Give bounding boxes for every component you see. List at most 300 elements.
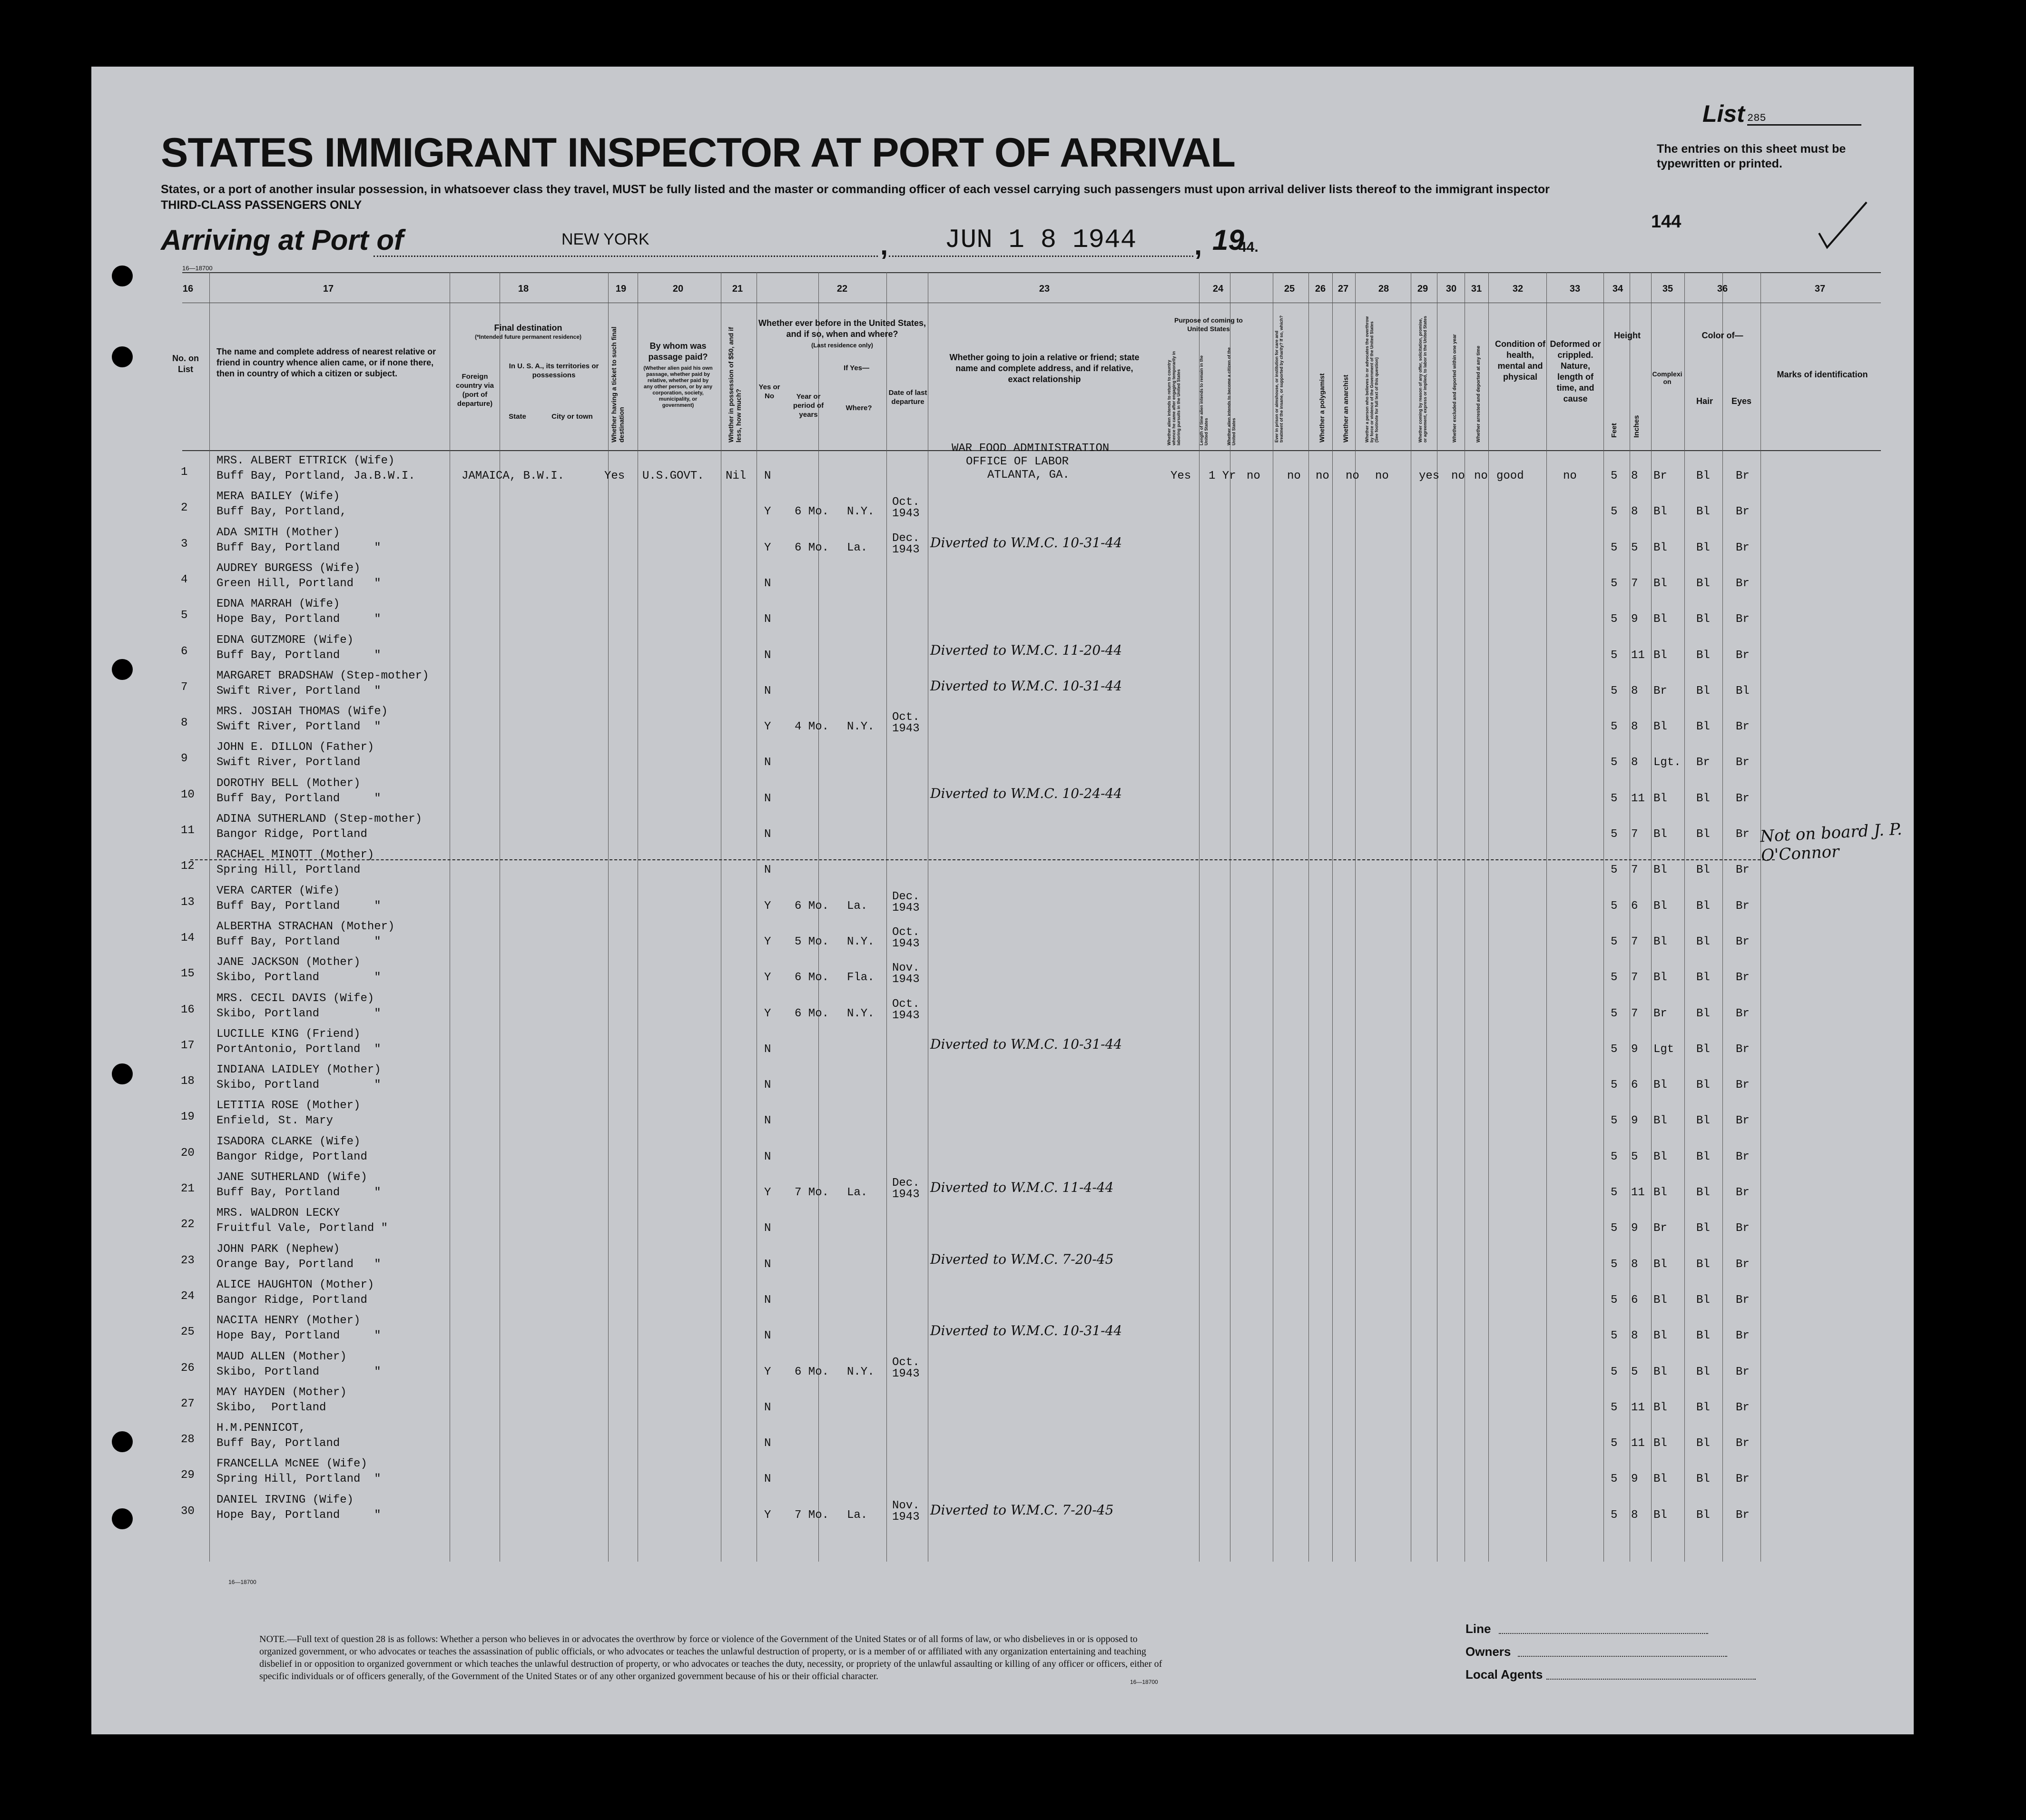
before-in-us: N: [764, 1258, 771, 1271]
relative-name: MRS. WALDRON LECKY: [216, 1207, 340, 1220]
handwritten-note: Diverted to W.M.C. 7-20-45: [930, 1251, 1114, 1267]
table-row: [181, 1171, 1894, 1207]
relative-address: Bangor Ridge, Portland: [216, 828, 367, 841]
hair-color: Bl: [1696, 684, 1710, 698]
header-before-in-us: [757, 318, 928, 351]
height-inches: 7: [1631, 577, 1638, 590]
relative-name: MARGARET BRADSHAW (Step-mother): [216, 669, 429, 682]
table-row: [181, 777, 1894, 813]
row-number: 15: [181, 967, 195, 981]
height-feet: 5: [1611, 1043, 1618, 1056]
complexion: Br: [1653, 1222, 1667, 1235]
header-inches: Inches: [1633, 415, 1641, 438]
row-11-strikethrough: [190, 859, 1775, 860]
height-feet: 5: [1611, 1079, 1618, 1092]
height-inches: 7: [1631, 971, 1638, 984]
eye-color: Br: [1736, 1222, 1750, 1235]
hair-color: Bl: [1696, 720, 1710, 734]
prison: no: [1287, 470, 1301, 482]
relative-address: PortAntonio, Portland ": [216, 1043, 381, 1056]
header-state: State: [509, 413, 526, 421]
eye-color: Br: [1736, 505, 1750, 519]
eye-color: Br: [1736, 792, 1750, 805]
relative-address: Bangor Ridge, Portland: [216, 1150, 367, 1163]
before-in-us: N: [764, 828, 771, 841]
relative-name: H.M.PENNICOT,: [216, 1422, 306, 1435]
relative-name: MRS. CECIL DAVIS (Wife): [216, 992, 374, 1005]
height-inches: 11: [1631, 1401, 1645, 1414]
row-number: 28: [181, 1433, 195, 1446]
before-in-us: N: [764, 1401, 771, 1414]
eye-color: Br: [1736, 577, 1750, 590]
row-number: 12: [181, 860, 195, 873]
height-feet: 5: [1611, 1473, 1618, 1486]
height-feet: 5: [1611, 1222, 1618, 1235]
table-row: [181, 1386, 1894, 1422]
height-feet: 5: [1611, 470, 1618, 482]
table-row: [181, 1135, 1894, 1171]
local-agents-label: Local Agents: [1465, 1667, 1543, 1682]
departure-year: 1943: [892, 1009, 920, 1022]
ticket: Yes: [604, 470, 625, 482]
eye-color: Br: [1736, 756, 1750, 769]
eye-color: Br: [1736, 613, 1750, 626]
typewrite-note: The entries on this sheet must be typewritten or printed.: [1657, 142, 1846, 170]
complexion: Bl: [1653, 899, 1667, 913]
before-in-us-label: Whether ever before in the United States, and if so, when and where?: [758, 318, 926, 339]
height-feet: 5: [1611, 864, 1618, 877]
handwritten-note: Diverted to W.M.C. 10-31-44: [930, 1323, 1122, 1339]
relative-name: JANE JACKSON (Mother): [216, 956, 361, 969]
header-become-citizen: Whether alien intends to become a citizen of the United States: [1227, 347, 1236, 445]
period-of-stay: 6 Mo.: [795, 1365, 829, 1378]
hair-color: Bl: [1696, 1079, 1710, 1092]
height-feet: 5: [1611, 1329, 1618, 1343]
table-row: [181, 490, 1894, 526]
height-inches: 8: [1631, 1258, 1638, 1271]
height-inches: 8: [1631, 684, 1638, 698]
header-excluded: Whether excluded and deported within one year: [1452, 334, 1457, 443]
column-number: 34: [1612, 284, 1623, 294]
eye-color: Br: [1736, 1258, 1750, 1271]
where: N.Y.: [847, 1365, 875, 1378]
height-inches: 5: [1631, 541, 1638, 554]
eye-color: Br: [1736, 1293, 1750, 1307]
column-number: 24: [1212, 284, 1224, 294]
column-number: 22: [836, 284, 848, 294]
before-in-us: Y: [764, 1508, 771, 1522]
relative-name: JOHN E. DILLON (Father): [216, 741, 374, 754]
hair-color: Bl: [1696, 649, 1710, 662]
owners-label: Owners: [1465, 1644, 1511, 1659]
row-11-annotation: Not on board J. P. O'Connor: [1760, 819, 1903, 866]
header-question-28: Whether a person who believes in or advocates the overthrow by force or violence of the Government of the United States (See footnote for full text of this question): [1365, 316, 1379, 443]
relative-name: MAY HAYDEN (Mother): [216, 1386, 347, 1399]
table-row: [181, 1243, 1894, 1279]
table-row: [181, 1063, 1894, 1100]
column-number: 17: [323, 284, 334, 294]
relative-name: ISADORA CLARKE (Wife): [216, 1135, 361, 1148]
hair-color: Bl: [1696, 899, 1710, 913]
table-row: [181, 1350, 1894, 1387]
punch-hole: [112, 346, 133, 367]
before-in-us: N: [764, 1150, 771, 1163]
relative-address: Skibo, Portland ": [216, 1365, 381, 1378]
deported: no: [1474, 470, 1488, 482]
column-number: 18: [518, 284, 529, 294]
relative-address: Buff Bay, Portland ": [216, 649, 381, 662]
departure-year: 1943: [892, 507, 920, 521]
relative-name: VERA CARTER (Wife): [216, 884, 340, 897]
handwritten-note: Diverted to W.M.C. 10-31-44: [930, 678, 1122, 694]
relative-address: Swift River, Portland: [216, 756, 361, 769]
column-number: 16: [182, 284, 194, 294]
relative-address: Hope Bay, Portland ": [216, 1508, 381, 1522]
punch-hole: [112, 266, 133, 286]
column-number: 20: [672, 284, 684, 294]
table-row: [181, 598, 1894, 634]
header-deported: Whether arrested and deported at any time: [1476, 345, 1481, 443]
height-inches: 8: [1631, 1329, 1638, 1343]
relative-name: MERA BAILEY (Wife): [216, 490, 340, 503]
period-of-stay: 6 Mo.: [795, 541, 829, 554]
line-label: Line: [1465, 1622, 1491, 1636]
relative-name: EDNA GUTZMORE (Wife): [216, 633, 354, 647]
table-row: [181, 669, 1894, 706]
relative-name: FRANCELLA McNEE (Wife): [216, 1457, 367, 1471]
punch-hole: [112, 1508, 133, 1529]
complexion: Br: [1653, 1007, 1667, 1020]
join-line-1: WAR FOOD ADMINISTRATION: [952, 442, 1110, 455]
eye-color: Br: [1736, 935, 1750, 948]
complexion: Bl: [1653, 935, 1667, 948]
column-number: 31: [1471, 284, 1482, 294]
header-prison: Ever in prison or almshouse, or institution for care and treatment of the insane, or supported by charity? If so, which?: [1274, 315, 1284, 443]
relative-address: Orange Bay, Portland ": [216, 1258, 381, 1271]
passage-paid-note: (Whether alien paid his own passage, whether paid by relative, whether paid by any other person, or by any corporation, society, municipality, or government): [643, 365, 713, 408]
question-28: no: [1375, 470, 1389, 482]
complexion: Bl: [1653, 1437, 1667, 1450]
header-intends-return: Whether alien intends to return to country whence he came after engaging temporarily in laboring pursuits in the United States: [1167, 351, 1181, 445]
money-in-possession: Nil: [726, 470, 747, 482]
row-number: 29: [181, 1469, 195, 1482]
header-hair: Hair: [1696, 396, 1713, 406]
hair-color: Bl: [1696, 1114, 1710, 1128]
departure-month: Dec.: [892, 890, 920, 903]
height-inches: 7: [1631, 864, 1638, 877]
complexion: Bl: [1653, 613, 1667, 626]
where: Fla.: [847, 971, 875, 984]
relative-name: EDNA MARRAH (Wife): [216, 598, 340, 611]
row-number: 10: [181, 788, 195, 801]
row-number: 14: [181, 931, 195, 944]
before-in-us: N: [764, 756, 771, 769]
height-feet: 5: [1611, 1293, 1618, 1307]
hair-color: Bl: [1696, 577, 1710, 590]
row-number: 30: [181, 1505, 195, 1518]
period-of-stay: 6 Mo.: [795, 505, 829, 519]
relative-address: Hope Bay, Portland ": [216, 613, 381, 626]
height-inches: 9: [1631, 1043, 1638, 1056]
table-row: [181, 813, 1894, 849]
year-suffix: 44.: [1239, 239, 1259, 255]
header-ticket: Whether having a ticket to such final destination: [610, 326, 625, 443]
relative-address: Buff Bay, Portland,: [216, 505, 347, 519]
height-feet: 5: [1611, 541, 1618, 554]
instruction-text: States, or a port of another insular possession, in whatsoever class they travel, MUST be fully listed and the master or commanding officer of each vessel carrying such passengers must upon arrival deliver lists thereof to the immigrant inspector: [161, 183, 1550, 196]
row-number: 13: [181, 895, 195, 909]
relative-address: Spring Hill, Portland ": [216, 1473, 381, 1486]
height-inches: 7: [1631, 828, 1638, 841]
eye-color: Br: [1736, 1365, 1750, 1378]
hair-color: Bl: [1696, 935, 1710, 948]
relative-name: MAUD ALLEN (Mother): [216, 1350, 347, 1363]
before-in-us: Y: [764, 1365, 771, 1378]
before-in-us: N: [764, 792, 771, 805]
header-passage-paid: [642, 341, 714, 409]
complexion: Bl: [1653, 1186, 1667, 1199]
row-number: 6: [181, 645, 188, 658]
list-number: 285: [1747, 112, 1861, 126]
foreign-country: JAMAICA, B.W.I.: [462, 470, 565, 482]
period-of-stay: 4 Mo.: [795, 720, 829, 734]
relative-address: Skibo, Portland ": [216, 1079, 381, 1092]
height-feet: 5: [1611, 1150, 1618, 1163]
relative-address: Buff Bay, Portland ": [216, 899, 381, 913]
relative-name: JANE SUTHERLAND (Wife): [216, 1171, 367, 1184]
eye-color: Br: [1736, 1007, 1750, 1020]
eye-color: Br: [1736, 828, 1750, 841]
become-citizen: no: [1247, 470, 1260, 482]
before-in-us: N: [764, 1222, 771, 1235]
eye-color: Br: [1736, 1437, 1750, 1450]
complexion: Bl: [1653, 864, 1667, 877]
hair-color: Bl: [1696, 1186, 1710, 1199]
height-feet: 5: [1611, 899, 1618, 913]
relative-name: AUDREY BURGESS (Wife): [216, 561, 361, 575]
header-deformed: Deformed or crippled. Nature, length of time, and cause: [1550, 339, 1601, 403]
purpose: Yes: [1170, 470, 1191, 482]
anarchist: no: [1346, 470, 1359, 482]
header-length-of-stay: Length of time alien intends to remain in the United States: [1199, 355, 1209, 445]
hair-color: Bl: [1696, 505, 1710, 519]
question-28-note: NOTE.—Full text of question 28 is as follows: Whether a person who believes in or advocates the overthrow by force or violence of the Government of the United States or of all forms of law, or who disbelieves in or is opposed to organized government, or who advocates or teaches the assassination of public officials, or who advocates or teaches the unlawful destruction of property, or is a member of or affiliated with any organization entertaining and teaching disbelief in or opposition to organized government or which teaches the unlawful destruction of property, or who advocates or teaches the duty, necessity, or propriety of the unlawful assaulting or killing of any officer or officers, either of specific individuals or of officers generally, of the Government of the United States or of any other organized government because of his or their official character.: [259, 1634, 1162, 1682]
column-number: 28: [1378, 284, 1389, 294]
complexion: Lgt: [1653, 1043, 1674, 1056]
before-in-us: N: [764, 1329, 771, 1343]
table-row: [181, 992, 1894, 1028]
row-number: 2: [181, 502, 188, 515]
labor-offer: yes: [1419, 470, 1440, 482]
departure-month: Oct.: [892, 997, 920, 1011]
complexion: Bl: [1653, 1508, 1667, 1522]
before-in-us: N: [764, 864, 771, 877]
relative-name: MRS. ALBERT ETTRICK (Wife): [216, 454, 395, 467]
where: N.Y.: [847, 935, 875, 948]
hair-color: Bl: [1696, 1258, 1710, 1271]
table-row: [181, 848, 1894, 885]
departure-year: 1943: [892, 1188, 920, 1201]
hair-color: Bl: [1696, 1007, 1710, 1020]
table-row: [181, 562, 1894, 598]
punch-hole: [112, 659, 133, 680]
height-feet: 5: [1611, 1365, 1618, 1378]
row-number: 8: [181, 717, 188, 730]
height-feet: 5: [1611, 828, 1618, 841]
height-feet: 5: [1611, 1401, 1618, 1414]
where: La.: [847, 899, 868, 913]
header-labor-offer: Whether coming by reason of any offer, solicitation, promise, or agreement, express or implied, to labor in the United States: [1418, 315, 1427, 443]
eye-color: Br: [1736, 1473, 1750, 1486]
passage-paid-label: By whom was passage paid?: [648, 341, 708, 362]
header-eyes: Eyes: [1731, 396, 1752, 406]
period-of-stay: 6 Mo.: [795, 1007, 829, 1020]
row-number: 19: [181, 1111, 195, 1124]
eye-color: Br: [1736, 1114, 1750, 1128]
eye-color: Br: [1736, 649, 1750, 662]
departure-year: 1943: [892, 937, 920, 950]
relative-address: Enfield, St. Mary: [216, 1114, 333, 1128]
deformed: no: [1563, 470, 1577, 482]
year-label: 19: [1212, 224, 1244, 256]
departure-month: Oct.: [892, 1356, 920, 1369]
where: N.Y.: [847, 720, 875, 734]
complexion: Br: [1653, 470, 1667, 482]
form-code: 16—18700: [182, 265, 213, 272]
relative-name: ADA SMITH (Mother): [216, 526, 340, 539]
where: N.Y.: [847, 505, 875, 519]
column-number: 26: [1315, 284, 1326, 294]
header-height: Height: [1614, 331, 1641, 340]
hair-color: Bl: [1696, 1222, 1710, 1235]
table-row: [181, 526, 1894, 562]
before-in-us: Y: [764, 720, 771, 734]
column-number: 35: [1662, 284, 1673, 294]
header-departure-date: Date of last departure: [888, 389, 927, 406]
row-number: 9: [181, 752, 188, 766]
period-of-stay: 7 Mo.: [795, 1186, 829, 1199]
relative-name: ALICE HAUGHTON (Mother): [216, 1278, 374, 1291]
header-fifty-dollars: Whether in possession of $50, and if less, how much?: [727, 327, 742, 443]
height-feet: 5: [1611, 1508, 1618, 1522]
relative-address: Buff Bay, Portland ": [216, 1186, 381, 1199]
row-number: 27: [181, 1397, 195, 1410]
column-number: 33: [1569, 284, 1581, 294]
before-in-us: Y: [764, 899, 771, 913]
departure-month: Oct.: [892, 496, 920, 509]
hair-color: Bl: [1696, 1508, 1710, 1522]
complexion: Bl: [1653, 1473, 1667, 1486]
relative-address: Skibo, Portland ": [216, 1007, 381, 1020]
height-feet: 5: [1611, 756, 1618, 769]
height-feet: 5: [1611, 613, 1618, 626]
hair-color: Bl: [1696, 864, 1710, 877]
complexion: Bl: [1653, 1329, 1667, 1343]
header-period: Year or period of years: [793, 393, 824, 419]
arrival-date-stamp: JUN 1 8 1944: [944, 225, 1137, 255]
final-destination-label: Final destination: [494, 323, 562, 333]
table-row: [181, 741, 1894, 777]
port-line: [374, 256, 878, 257]
relative-address: Buff Bay, Portland ": [216, 792, 381, 805]
before-in-us: Y: [764, 1186, 771, 1199]
table-row: [181, 1494, 1894, 1530]
complexion: Bl: [1653, 792, 1667, 805]
relative-address: Skibo, Portland ": [216, 971, 381, 984]
column-number: 32: [1512, 284, 1524, 294]
height-feet: 5: [1611, 1007, 1618, 1020]
departure-month: Oct.: [892, 711, 920, 724]
eye-color: Br: [1736, 864, 1750, 877]
departure-month: Dec.: [892, 531, 920, 545]
row-number: 16: [181, 1003, 195, 1016]
period-of-stay: 5 Mo.: [795, 935, 829, 948]
header-if-yes: If Yes—: [844, 364, 869, 372]
relative-name: MRS. JOSIAH THOMAS (Wife): [216, 705, 388, 718]
eye-color: Br: [1736, 1401, 1750, 1414]
height-inches: 5: [1631, 1150, 1638, 1163]
excluded: no: [1451, 470, 1465, 482]
relative-address: Skibo, Portland: [216, 1401, 326, 1414]
table-row: [181, 1457, 1894, 1494]
column-number: 36: [1717, 284, 1728, 294]
departure-year: 1943: [892, 543, 920, 556]
header-feet: Feet: [1610, 423, 1618, 438]
departure-year: 1943: [892, 901, 920, 915]
table-row: [181, 1422, 1894, 1458]
where: N.Y.: [847, 1007, 875, 1020]
hair-color: Bl: [1696, 828, 1710, 841]
row-number: 22: [181, 1218, 195, 1231]
before-in-us: N: [764, 1043, 771, 1056]
eye-color: Br: [1736, 971, 1750, 984]
height-inches: 9: [1631, 1222, 1638, 1235]
row-number: 23: [181, 1254, 195, 1267]
header-marks: Marks of identification: [1777, 370, 1868, 379]
table-row: [181, 442, 1894, 491]
complexion: Bl: [1653, 505, 1667, 519]
height-feet: 5: [1611, 577, 1618, 590]
column-number: 27: [1338, 284, 1349, 294]
before-in-us: Y: [764, 505, 771, 519]
table-row: [181, 1279, 1894, 1315]
before-in-us: N: [764, 577, 771, 590]
complexion: Bl: [1653, 1365, 1667, 1378]
owners-field: [1518, 1656, 1727, 1657]
table-row: [181, 1028, 1894, 1064]
column-number: 25: [1284, 284, 1295, 294]
height-inches: 8: [1631, 470, 1638, 482]
column-number: 23: [1039, 284, 1050, 294]
complexion: Bl: [1653, 828, 1667, 841]
before-in-us: Y: [764, 1007, 771, 1020]
hair-color: Bl: [1696, 971, 1710, 984]
relative-address: Buff Bay, Portland, Ja.B.W.I.: [216, 470, 415, 482]
separator: ,: [880, 230, 888, 261]
before-in-us: N: [764, 1437, 771, 1450]
height-feet: 5: [1611, 1437, 1618, 1450]
punch-hole: [112, 1063, 133, 1084]
header-where: Where?: [846, 404, 872, 412]
table-row: [181, 634, 1894, 670]
final-destination-note: (*Intended future permanent residence): [474, 334, 582, 340]
line-field: [1499, 1633, 1708, 1634]
departure-month: Nov.: [892, 962, 920, 975]
handwritten-note: Diverted to W.M.C. 7-20-45: [930, 1502, 1114, 1518]
column-number: 29: [1417, 284, 1428, 294]
relative-name: ADINA SUTHERLAND (Step-mother): [216, 813, 423, 826]
handwritten-note: Diverted to W.M.C. 11-20-44: [930, 642, 1122, 658]
